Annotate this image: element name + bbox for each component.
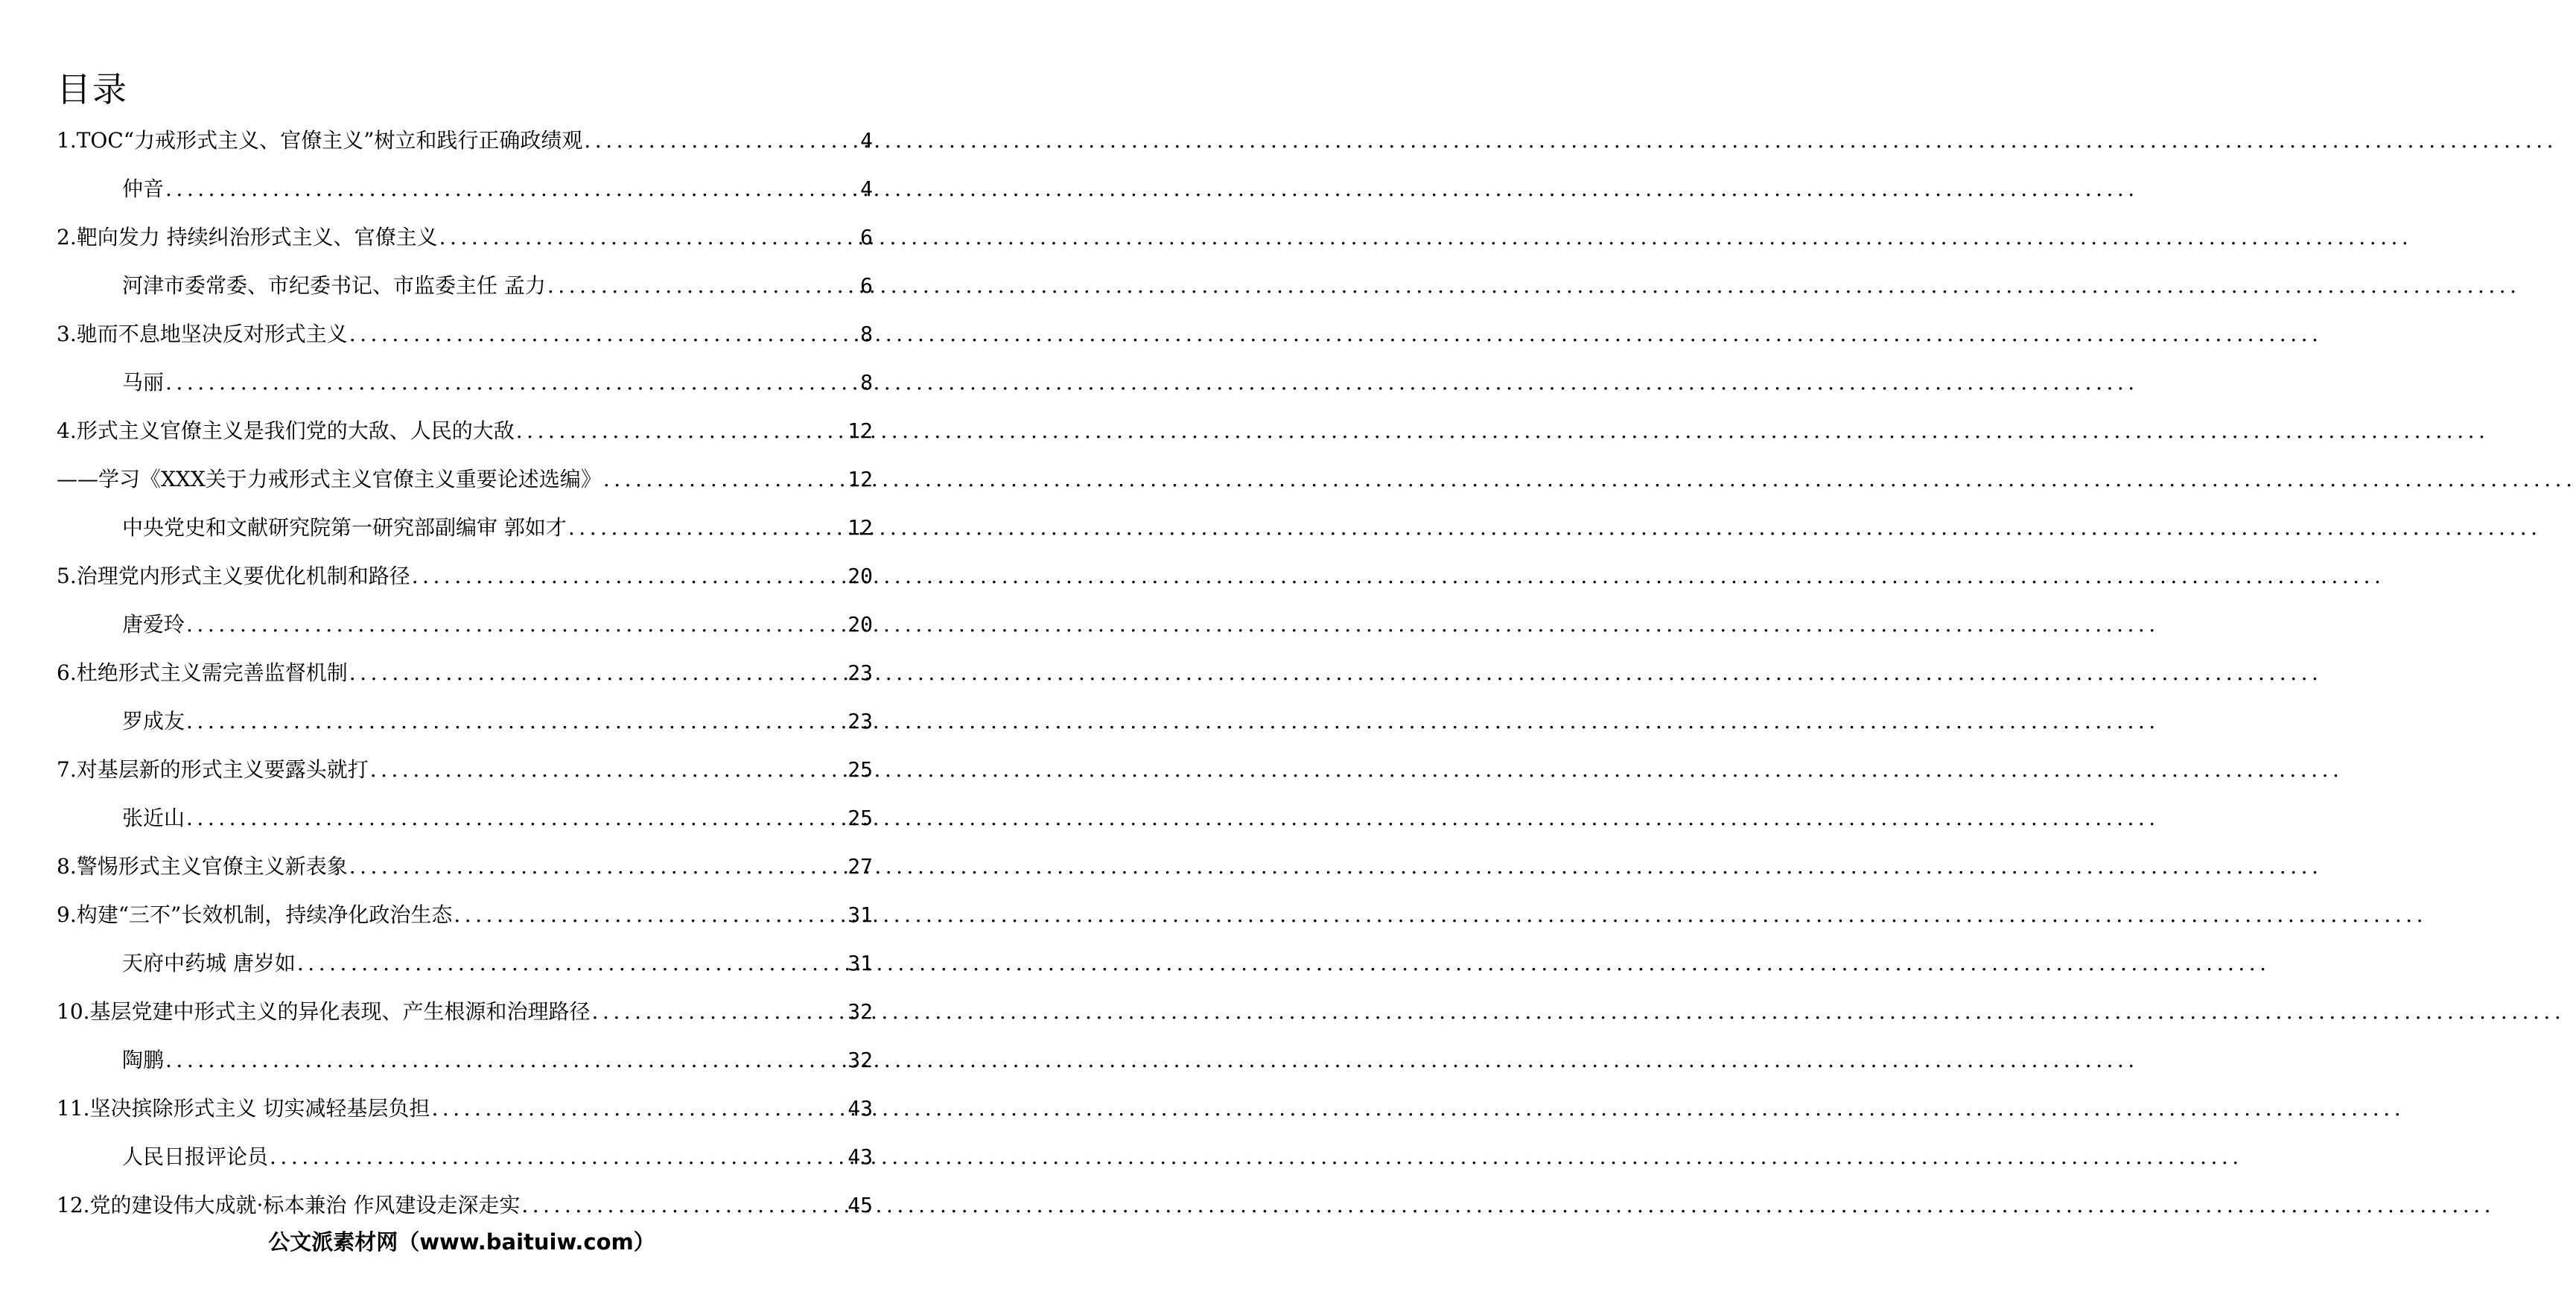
footer-watermark: 公文派素材网（www.baituiw.com）	[268, 1229, 655, 1255]
toc-dot-leader	[164, 165, 860, 213]
toc-entry-text: 3.驰而不息地坚决反对形式主义	[57, 322, 348, 346]
toc-page-number: 20	[847, 612, 873, 637]
toc-list	[57, 116, 873, 1229]
toc-dot-leader	[602, 455, 847, 503]
document-page	[0, 0, 923, 1306]
toc-entry[interactable]	[57, 213, 873, 261]
toc-entry[interactable]	[57, 552, 873, 600]
toc-dot-leader	[185, 794, 847, 842]
toc-subentry[interactable]	[57, 261, 873, 310]
toc-dot-leader	[348, 310, 860, 358]
toc-entry-text: ——学习《XXX关于力戒形式主义官僚主义重要论述选编》	[57, 467, 602, 491]
toc-dot-leader	[185, 697, 847, 745]
toc-entry-text: 2.靶向发力 持续纠治形式主义、官僚主义	[57, 225, 438, 249]
toc-page-number: 8	[860, 370, 873, 395]
toc-entry-text: 张近山	[122, 806, 185, 830]
toc-page-number: 32	[847, 1048, 873, 1072]
toc-entry-text: 8.警惕形式主义官僚主义新表象	[57, 854, 348, 879]
toc-subentry[interactable]	[57, 697, 873, 745]
toc-dot-leader	[369, 745, 848, 794]
toc-entry-text: 9.构建“三不”长效机制，持续净化政治生态	[57, 902, 453, 927]
toc-page-number: 12	[847, 418, 873, 443]
toc-subentry[interactable]	[57, 600, 873, 649]
toc-page-number: 12	[847, 467, 873, 491]
toc-page-number: 6	[860, 225, 873, 249]
toc-dot-leader	[515, 407, 848, 455]
toc-entry-text: 唐爱玲	[122, 612, 185, 637]
toc-page-number: 23	[847, 709, 873, 733]
toc-entry-text: 11.坚决摈除形式主义 切实减轻基层负担	[57, 1096, 430, 1121]
toc-entry-text: 中央党史和文献研究院第一研究部副编审 郭如才	[122, 515, 567, 540]
toc-entry[interactable]	[57, 987, 873, 1036]
toc-page-number: 8	[860, 322, 873, 346]
toc-dot-leader	[591, 987, 848, 1036]
toc-page-number: 43	[847, 1144, 873, 1169]
toc-entry[interactable]	[57, 649, 873, 697]
toc-subentry[interactable]	[57, 503, 873, 552]
toc-dot-leader	[520, 1181, 847, 1229]
toc-entry-text: 12.党的建设伟大成就·标本兼治 作风建设走深走实	[57, 1193, 521, 1217]
toc-page-number: 43	[847, 1096, 873, 1121]
toc-entry[interactable]	[57, 1084, 873, 1133]
toc-entry[interactable]	[57, 455, 873, 503]
toc-entry[interactable]	[57, 1181, 873, 1229]
toc-dot-leader	[582, 116, 860, 165]
toc-dot-leader	[546, 261, 860, 310]
toc-page-number: 20	[847, 564, 873, 588]
toc-entry-text: 4.形式主义官僚主义是我们党的大敌、人民的大敌	[57, 418, 515, 443]
toc-entry-text: 7.对基层新的形式主义要露头就打	[57, 757, 369, 782]
toc-dot-leader	[268, 1133, 847, 1181]
toc-dot-leader	[430, 1084, 847, 1133]
toc-page-number: 23	[847, 660, 873, 685]
toc-entry[interactable]	[57, 407, 873, 455]
toc-entry-text: 河津市委常委、市纪委书记、市监委主任 孟力	[122, 273, 546, 298]
toc-entry-text: 1.TOC“力戒形式主义、官僚主义”树立和践行正确政绩观	[57, 128, 583, 153]
toc-page-number: 31	[847, 902, 873, 927]
toc-entry[interactable]	[57, 745, 873, 794]
toc-dot-leader	[410, 552, 848, 600]
toc-dot-leader	[438, 213, 861, 261]
toc-entry-text: 天府中药城 唐岁如	[122, 951, 296, 975]
toc-entry-text: 人民日报评论员	[122, 1144, 269, 1169]
toc-page-number: 27	[847, 854, 873, 879]
toc-page-number: 12	[847, 515, 873, 540]
toc-page-number: 45	[847, 1193, 873, 1217]
toc-entry-text: 仲音	[122, 176, 165, 201]
toc-subentry[interactable]	[57, 939, 873, 987]
toc-page-number: 4	[860, 128, 873, 153]
toc-dot-leader	[185, 600, 847, 649]
toc-subentry[interactable]	[57, 358, 873, 407]
toc-entry[interactable]	[57, 310, 873, 358]
toc-dot-leader	[567, 503, 847, 552]
toc-page-number: 4	[860, 176, 873, 201]
toc-subentry[interactable]	[57, 1036, 873, 1084]
toc-page-number: 25	[847, 806, 873, 830]
toc-dot-leader	[296, 939, 847, 987]
toc-entry[interactable]	[57, 842, 873, 891]
toc-page-number: 32	[847, 999, 873, 1024]
toc-dot-leader	[164, 1036, 847, 1084]
toc-page-number: 25	[847, 757, 873, 782]
toc-entry-text: 马丽	[122, 370, 165, 395]
toc-entry[interactable]	[57, 116, 873, 165]
toc-subentry[interactable]	[57, 1133, 873, 1181]
toc-dot-leader	[164, 358, 860, 407]
toc-entry-text: 陶鹏	[122, 1048, 165, 1072]
toc-entry[interactable]	[57, 891, 873, 939]
toc-entry-text: 罗成友	[122, 709, 185, 733]
toc-page-number: 6	[860, 273, 873, 298]
toc-page-number: 31	[847, 951, 873, 975]
toc-entry-text: 6.杜绝形式主义需完善监督机制	[57, 660, 348, 685]
toc-subentry[interactable]	[57, 794, 873, 842]
toc-dot-leader	[452, 891, 847, 939]
toc-entry-text: 5.治理党内形式主义要优化机制和路径	[57, 564, 410, 588]
toc-title: 目录	[57, 69, 128, 109]
toc-dot-leader	[348, 842, 848, 891]
toc-entry-text: 10.基层党建中形式主义的异化表现、产生根源和治理路径	[57, 999, 591, 1024]
toc-dot-leader	[348, 649, 848, 697]
toc-subentry[interactable]	[57, 165, 873, 213]
